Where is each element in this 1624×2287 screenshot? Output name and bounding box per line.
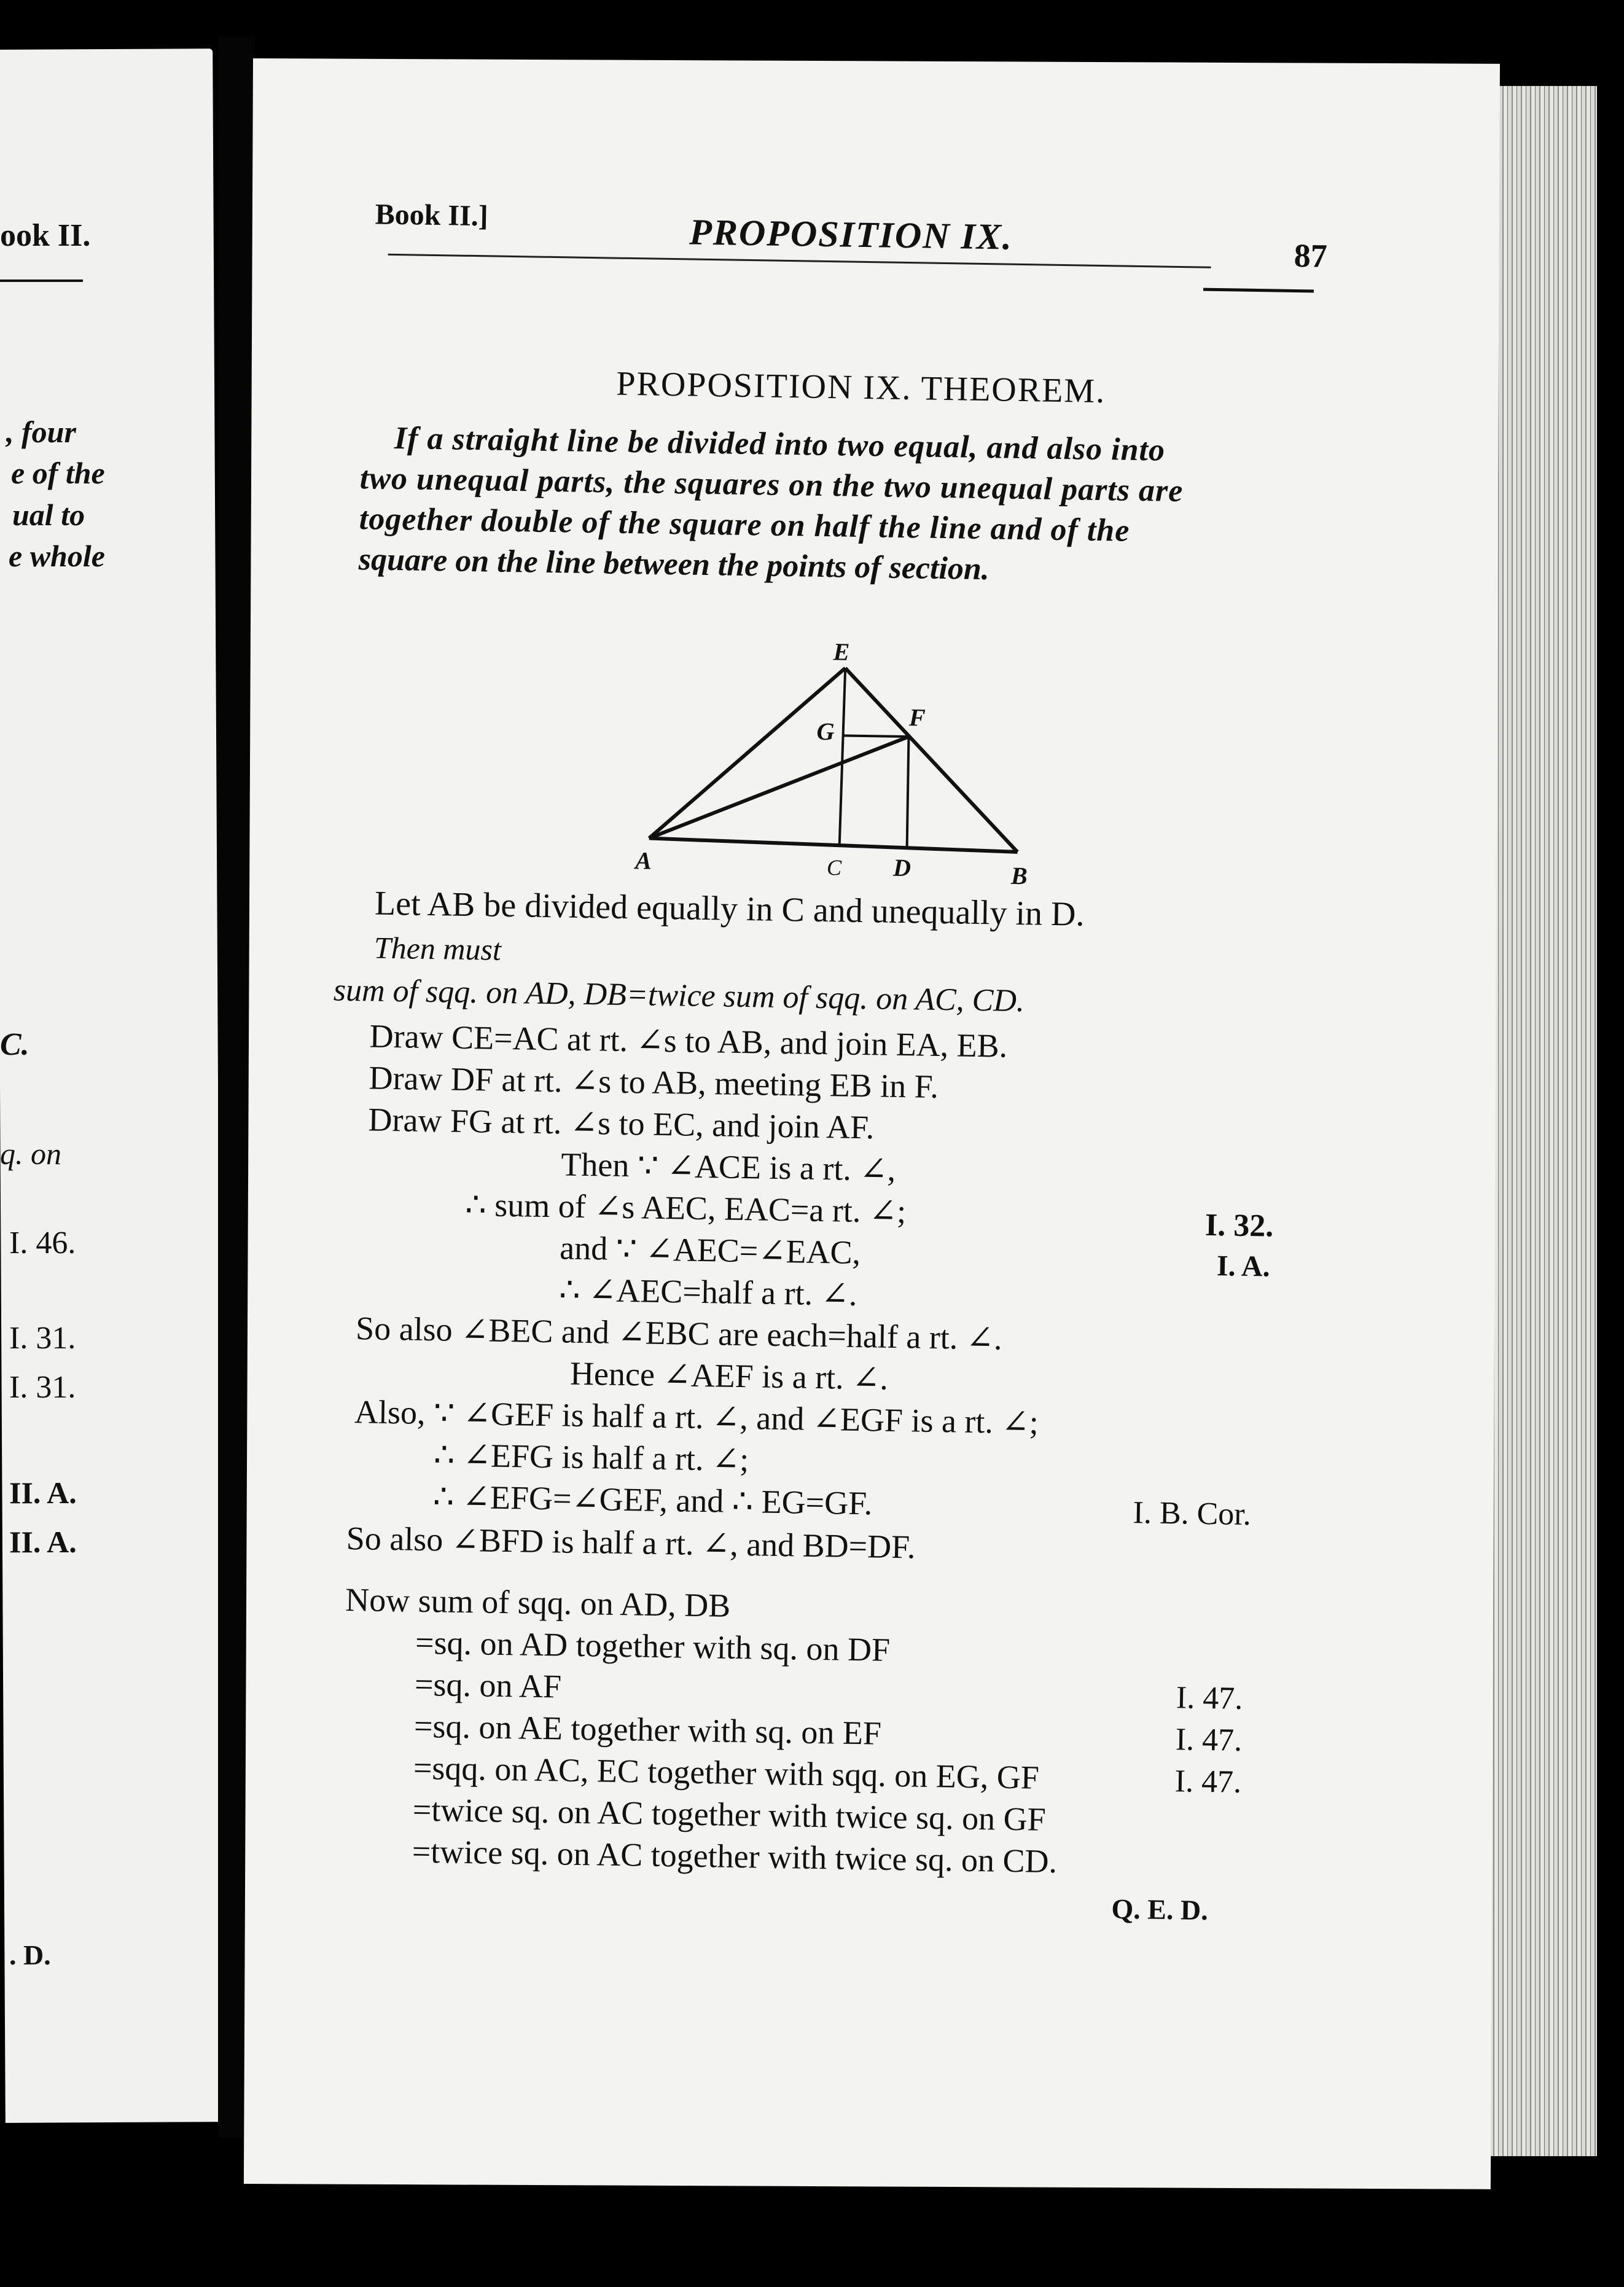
- proof-line-2: Then must: [373, 930, 502, 967]
- left-ref-5: II. A.: [9, 1525, 77, 1559]
- proposition-heading: PROPOSITION IX. THEOREM.: [615, 364, 1106, 411]
- left-fragment-4: e whole: [9, 539, 105, 573]
- proof-line-14: ∴ ∠EFG is half a rt. ∠;: [433, 1436, 749, 1479]
- label-d: D: [892, 853, 912, 882]
- proof-line-9: and ∵ ∠AEC=∠EAC,: [559, 1229, 861, 1272]
- enunciation-line-2: two unequal parts, the squares on the two unequal parts are: [359, 461, 1184, 509]
- proof-line-21: =sqq. on AC, EC together with sqq. on EG, GF: [413, 1749, 1040, 1796]
- line-eb: [843, 668, 1021, 852]
- left-fragment-2: e of the: [11, 456, 105, 490]
- proof-line-20: =sq. on AE together with sq. on EF: [413, 1707, 882, 1752]
- left-fragment-sq: q. on: [0, 1136, 61, 1171]
- ref-i-47-1: I. 47.: [1176, 1680, 1243, 1716]
- ref-i-47-3: I. 47.: [1174, 1764, 1242, 1800]
- proof-line-15: ∴ ∠EFG=∠GEF, and ∴ EG=GF.: [432, 1478, 873, 1522]
- label-g: G: [816, 717, 835, 746]
- ref-i-47-2: I. 47.: [1175, 1722, 1243, 1758]
- line-ae: [649, 665, 845, 842]
- label-a: A: [634, 846, 652, 875]
- enunciation-line-3: together double of the square on half the line and of the: [359, 501, 1130, 549]
- label-b: B: [1010, 861, 1028, 890]
- page-number: 87: [1294, 237, 1328, 275]
- line-af: [649, 733, 909, 843]
- proof-line-11: So also ∠BEC and ∠EBC are each=half a rt. ∠.: [355, 1310, 1003, 1357]
- left-fragment-c: C.: [0, 1027, 29, 1062]
- left-bottom-fragment: . D.: [9, 1939, 51, 1971]
- left-ref-2: I. 31.: [9, 1321, 76, 1356]
- line-ab: [649, 839, 1018, 852]
- left-ref-3: I. 31.: [9, 1370, 76, 1405]
- left-fragment-3: ual to: [12, 498, 85, 532]
- line-gf: [844, 736, 908, 737]
- proof-line-4: Draw CE=AC at rt. ∠s to AB, and join EA, EB.: [369, 1017, 1008, 1065]
- proof-line-23: =twice sq. on AC together with twice sq. on CD.: [412, 1832, 1058, 1880]
- header-dashed-rule: [388, 254, 1211, 268]
- left-header: ook II.: [0, 218, 91, 253]
- left-fragment-1: , four: [6, 415, 76, 449]
- qed: Q. E. D.: [1111, 1893, 1209, 1926]
- ref-i-a: I. A.: [1216, 1249, 1271, 1283]
- proof-line-18: =sq. on AD together with sq. on DF: [415, 1624, 891, 1668]
- proof-line-7: Then ∵ ∠ACE is a rt. ∠,: [560, 1146, 896, 1188]
- proof-line-17: Now sum of sqq. on AD, DB: [345, 1581, 731, 1624]
- proof-line-12: Hence ∠AEF is a rt. ∠.: [569, 1355, 889, 1397]
- header-rule-right: [1203, 288, 1314, 293]
- book-label: Book II.]: [375, 198, 489, 233]
- left-ref-1: I. 46.: [9, 1226, 76, 1261]
- running-title: PROPOSITION IX.: [689, 211, 1013, 257]
- proof-line-16: So also ∠BFD is half a rt. ∠, and BD=DF.: [346, 1519, 916, 1566]
- left-ref-4: II. A.: [9, 1476, 77, 1510]
- proof-line-22: =twice sq. on AC together with twice sq. on GF: [412, 1791, 1047, 1838]
- proof-line-6: Draw FG at rt. ∠s to EC, and join AF.: [368, 1101, 875, 1146]
- label-e: E: [833, 638, 850, 666]
- proof-line-13: Also, ∵ ∠GEF is half a rt. ∠, and ∠EGF is a rt. ∠;: [354, 1393, 1039, 1441]
- line-df: [907, 737, 909, 848]
- line-ec: [840, 668, 846, 846]
- proof-line-19: =sq. on AF: [414, 1665, 562, 1705]
- proof-line-10: ∴ ∠AEC=half a rt. ∠.: [558, 1271, 857, 1313]
- ref-i-b-cor: I. B. Cor.: [1133, 1495, 1252, 1533]
- ref-i-32: I. 32.: [1204, 1207, 1274, 1244]
- label-c: C: [826, 855, 842, 880]
- proof-line-5: Draw DF at rt. ∠s to AB, meeting EB in F.: [369, 1059, 939, 1106]
- proof-line-8: ∴ sum of ∠s AEC, EAC=a rt. ∠;: [464, 1186, 907, 1230]
- enunciation-line-4: square on the line between the points of section.: [358, 542, 990, 587]
- proof-line-1: Let AB be divided equally in C and unequally in D.: [374, 884, 1085, 934]
- proof-line-3: sum of sqq. on AD, DB=twice sum of sqq. on AC, CD.: [333, 972, 1025, 1019]
- enunciation-line-1: If a straight line be divided into two equal, and also into: [394, 420, 1166, 468]
- label-f: F: [908, 703, 926, 732]
- geometric-figure: [618, 629, 1064, 894]
